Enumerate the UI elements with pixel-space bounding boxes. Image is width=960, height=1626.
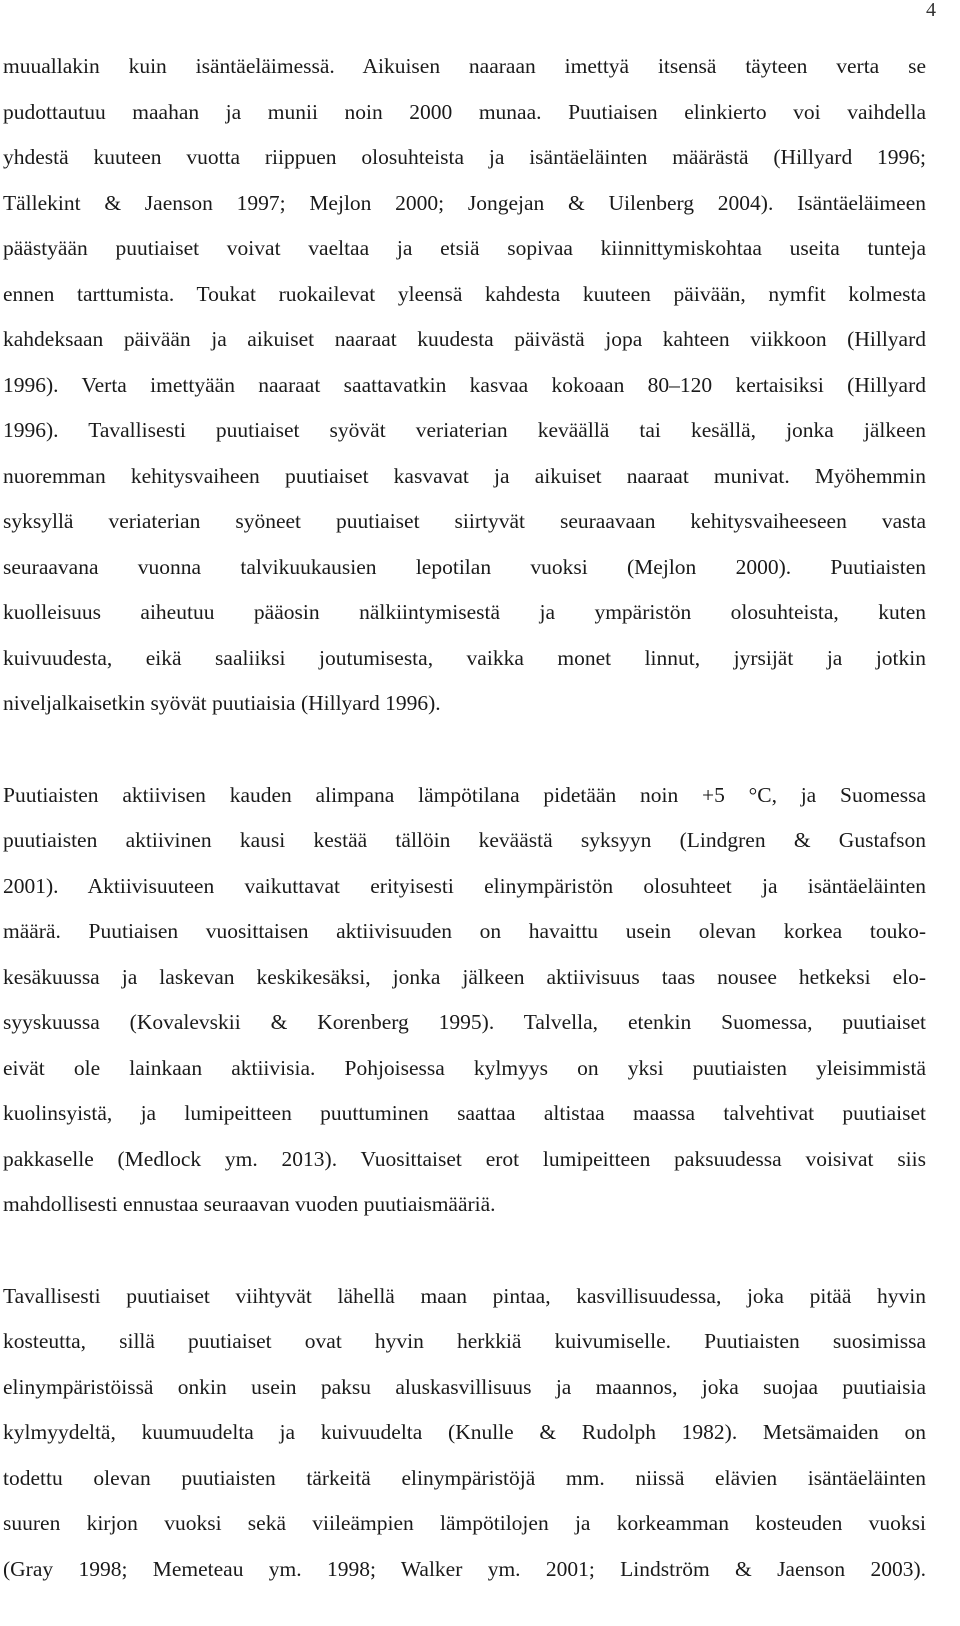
text-line: 2001). Aktiivisuuteen vaikuttavat erityisesti elinympäristön olosuhteet ja isäntäeläinten [3, 873, 926, 898]
text-line: yhdestä kuuteen vuotta riippuen olosuhteista ja isäntäeläinten määrästä (Hillyard 1996; [3, 145, 926, 169]
text-line: (Gray 1998; Memeteau ym. 1998; Walker ym. 2001; Lindström & Jaenson 2003). [3, 1556, 926, 1581]
text-line: seuraavana vuonna talvikuukausien lepotilan vuoksi (Mejlon 2000). Puutiaisten [3, 554, 926, 579]
text-line: 1996). Verta imettyään naaraat saattavatkin kasvaa kokoaan 80–120 kertaisiksi (Hillyard [3, 372, 926, 397]
text-line: elinympäristöissä onkin usein paksu aluskasvillisuus ja maannos, joka suojaa puutiaisia [3, 1374, 926, 1399]
text-line: kuivuudesta, eikä saaliiksi joutumisesta, vaikka monet linnut, jyrsijät ja jotkin [3, 645, 926, 670]
text-line: Tällekint & Jaenson 1997; Mejlon 2000; Jongejan & Uilenberg 2004). Isäntäeläimeen [3, 190, 926, 215]
paragraph-spacer [3, 727, 926, 773]
text-line: ennen tarttumista. Toukat ruokailevat yleensä kahdesta kuuteen päivään, nymfit kolmesta [3, 281, 926, 306]
paragraph-2 [3, 773, 926, 1228]
text-line: kahdeksaan päivään ja aikuiset naaraat kuudesta päivästä jopa kahteen viikkoon (Hillyard [3, 327, 926, 351]
text-line: Tavallisesti puutiaiset viihtyvät lähellä maan pintaa, kasvillisuudessa, joka pitää hyvin [3, 1283, 926, 1308]
text-body [3, 44, 926, 1592]
paragraph-1 [3, 44, 926, 727]
text-line: kuolleisuus aiheutuu pääosin nälkiintymisestä ja ympäristön olosuhteista, kuten [3, 600, 926, 624]
text-line: kuolinsyistä, ja lumipeitteen puuttuminen saattaa altistaa maassa talvehtivat puutiaiset [3, 1101, 926, 1125]
text-line: pudottautuu maahan ja munii noin 2000 munaa. Puutiaisen elinkierto voi vaihdella [3, 99, 926, 124]
text-line: syksyllä veriaterian syöneet puutiaiset siirtyvät seuraavaan kehitysvaiheeseen vasta [3, 509, 926, 533]
text-line: Puutiaisten aktiivisen kauden alimpana lämpötilana pidetään noin +5 °C, ja Suomessa [3, 782, 926, 807]
paragraph-spacer [3, 1228, 926, 1274]
text-line: eivät ole lainkaan aktiivisia. Pohjoisessa kylmyys on yksi puutiaisten yleisimmistä [3, 1055, 926, 1080]
text-line: 1996). Tavallisesti puutiaiset syövät veriaterian keväällä tai kesällä, jonka jälkeen [3, 418, 926, 442]
text-line: puutiaisten aktiivinen kausi kestää tällöin keväästä syksyyn (Lindgren & Gustafson [3, 828, 926, 852]
text-line: kylmyydeltä, kuumuudelta ja kuivuudelta (Knulle & Rudolph 1982). Metsämaiden on [3, 1420, 926, 1444]
text-line: mahdollisesti ennustaa seuraavan vuoden puutiaismääriä. [3, 1192, 496, 1216]
page-number: 4 [926, 0, 936, 21]
text-line: suuren kirjon vuoksi sekä viileämpien lämpötilojen ja korkeamman kosteuden vuoksi [3, 1511, 926, 1535]
text-line: määrä. Puutiaisen vuosittaisen aktiivisuuden on havaittu usein olevan korkea touko- [3, 919, 926, 943]
text-line: päästyään puutiaiset voivat vaeltaa ja etsiä sopivaa kiinnittymiskohtaa useita tunteja [3, 236, 926, 260]
text-line: kesäkuussa ja laskevan keskikesäksi, jonka jälkeen aktiivisuus taas nousee hetkeksi elo- [3, 964, 926, 989]
text-line: nuoremman kehitysvaiheen puutiaiset kasvavat ja aikuiset naaraat munivat. Myöhemmin [3, 463, 926, 488]
text-line: niveljalkaisetkin syövät puutiaisia (Hillyard 1996). [3, 691, 441, 715]
text-line: syyskuussa (Kovalevskii & Korenberg 1995). Talvella, etenkin Suomessa, puutiaiset [3, 1010, 926, 1034]
text-line: kosteutta, sillä puutiaiset ovat hyvin herkkiä kuivumiselle. Puutiaisten suosimissa [3, 1329, 926, 1353]
text-line: pakkaselle (Medlock ym. 2013). Vuosittaiset erot lumipeitteen paksuudessa voisivat siis [3, 1146, 926, 1171]
text-line: muuallakin kuin isäntäeläimessä. Aikuisen naaraan imettyä itsensä täyteen verta se [3, 54, 926, 78]
paragraph-3 [3, 1274, 926, 1593]
text-line: todettu olevan puutiaisten tärkeitä elinympäristöjä mm. niissä elävien isäntäeläinten [3, 1465, 926, 1490]
